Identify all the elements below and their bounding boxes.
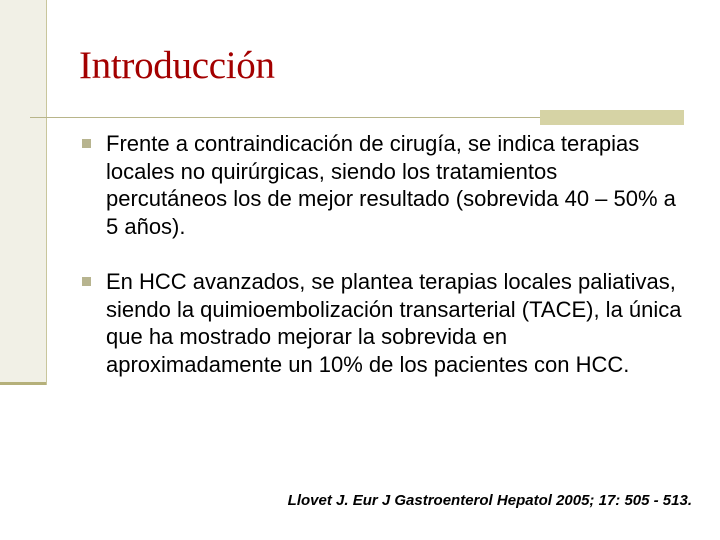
- title-accent-block: [540, 110, 684, 125]
- bullet-list: [82, 130, 682, 378]
- bullet-text: Frente a contraindicación de cirugía, se indica terapias locales no quirúrgicas, siendo los tratamientos percutáneos los de mejor resultado (sobrevida 40 – 50% a 5 años).: [106, 131, 676, 239]
- left-band-divider: [46, 0, 47, 385]
- left-band-accent-bar: [0, 382, 46, 385]
- bullet-item: [82, 268, 682, 378]
- title-underline: [30, 117, 540, 118]
- slide-title: Introducción: [79, 44, 275, 87]
- left-decorative-band: [0, 0, 46, 382]
- square-bullet-icon: [82, 277, 91, 286]
- citation: Llovet J. Eur J Gastroenterol Hepatol 2005; 17: 505 - 513.: [287, 492, 692, 509]
- bullet-text: En HCC avanzados, se plantea terapias locales paliativas, siendo la quimioembolización transarterial (TACE), la única que ha mostrado mejorar la sobrevida en aproximadamente un 10% de los pacientes con HCC.: [106, 269, 682, 377]
- square-bullet-icon: [82, 139, 91, 148]
- bullet-item: [82, 130, 682, 240]
